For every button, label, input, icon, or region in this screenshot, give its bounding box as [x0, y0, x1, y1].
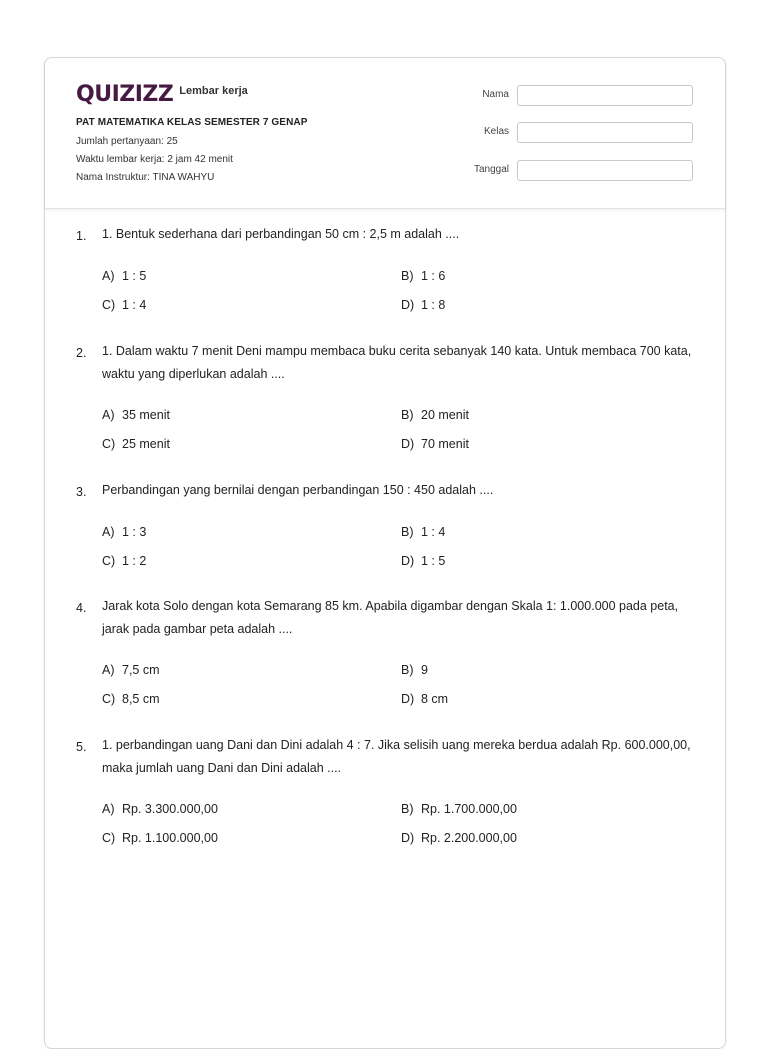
- question-text: 1. Bentuk sederhana dari perbandingan 50 cm : 2,5 m adalah ....: [102, 227, 460, 241]
- option-text: 1 : 4: [421, 525, 446, 539]
- worksheet-page: [44, 57, 726, 1049]
- option-text: 35 menit: [122, 408, 170, 422]
- option-c[interactable]: [102, 554, 146, 568]
- option-text: 8,5 cm: [122, 692, 160, 706]
- logo-subtitle: Lembar kerja: [179, 85, 248, 97]
- option-d[interactable]: [401, 831, 517, 845]
- option-letter: A): [102, 269, 115, 283]
- option-text: 9: [421, 663, 428, 677]
- option-letter: C): [102, 437, 116, 451]
- option-letter: C): [102, 692, 116, 706]
- option-letter: B): [401, 269, 414, 283]
- question-count: Jumlah pertanyaan: 25: [76, 136, 178, 147]
- question-number: 5.: [76, 740, 87, 754]
- option-d[interactable]: [401, 298, 445, 312]
- option-letter: C): [102, 298, 116, 312]
- option-text: Rp. 1.100.000,00: [122, 831, 218, 845]
- option-b[interactable]: [401, 663, 428, 677]
- option-text: 1 : 3: [122, 525, 147, 539]
- option-text: 1 : 4: [122, 298, 147, 312]
- option-b[interactable]: [401, 525, 445, 539]
- option-text: Rp. 3.300.000,00: [122, 802, 218, 816]
- name-label: Nama: [482, 89, 509, 100]
- option-c[interactable]: [102, 298, 146, 312]
- option-text: 1 : 5: [421, 554, 446, 568]
- option-letter: B): [401, 663, 414, 677]
- date-field[interactable]: [517, 160, 693, 181]
- option-b[interactable]: [401, 802, 517, 816]
- option-letter: D): [401, 437, 415, 451]
- option-a[interactable]: [102, 802, 218, 816]
- option-text: 8 cm: [421, 692, 449, 706]
- option-d[interactable]: [401, 554, 445, 568]
- question-number: 2.: [76, 346, 87, 360]
- question-text: 1. perbandingan uang Dani dan Dini adalah 4 : 7. Jika selisih uang mereka berdua adalah Rp. 600.000,00, maka jumlah uang Dani dan Dini adalah ....: [102, 738, 691, 775]
- option-c[interactable]: [102, 831, 218, 845]
- question-number: 4.: [76, 601, 87, 615]
- question-text: Perbandingan yang bernilai dengan perbandingan 150 : 450 adalah ....: [102, 483, 494, 497]
- option-text: 1 : 5: [122, 269, 147, 283]
- option-letter: B): [401, 525, 414, 539]
- option-text: 1 : 8: [421, 298, 446, 312]
- option-text: 20 menit: [421, 408, 469, 422]
- option-text: 1 : 6: [421, 269, 446, 283]
- option-a[interactable]: [102, 269, 146, 283]
- question-number: 1.: [76, 229, 87, 243]
- option-letter: A): [102, 525, 115, 539]
- option-letter: A): [102, 802, 115, 816]
- option-c[interactable]: [102, 437, 170, 451]
- option-letter: C): [102, 831, 116, 845]
- option-letter: A): [102, 408, 115, 422]
- class-label: Kelas: [483, 126, 509, 137]
- question-text: 1. Dalam waktu 7 menit Deni mampu membaca buku cerita sebanyak 140 kata. Untuk membaca 700 kata, waktu yang diperlukan adalah ....: [102, 344, 692, 381]
- option-letter: D): [401, 831, 415, 845]
- option-letter: A): [102, 663, 115, 677]
- option-letter: B): [401, 408, 414, 422]
- option-text: 70 menit: [421, 437, 469, 451]
- option-d[interactable]: [401, 692, 448, 706]
- option-text: Rp. 2.200.000,00: [421, 831, 517, 845]
- worksheet-duration: Waktu lembar kerja: 2 jam 42 menit: [76, 154, 233, 165]
- option-text: 7,5 cm: [122, 663, 160, 677]
- name-field[interactable]: [517, 85, 693, 106]
- option-letter: D): [401, 554, 415, 568]
- question-text: Jarak kota Solo dengan kota Semarang 85 km. Apabila digambar dengan Skala 1: 1.000.000 pada peta, jarak pada gambar peta adalah ....: [102, 599, 679, 636]
- option-letter: C): [102, 554, 116, 568]
- question-number: 3.: [76, 485, 87, 499]
- brand: [76, 81, 248, 107]
- option-d[interactable]: [401, 437, 469, 451]
- class-field[interactable]: [517, 122, 693, 143]
- option-a[interactable]: [102, 408, 170, 422]
- option-text: Rp. 1.700.000,00: [421, 802, 517, 816]
- option-letter: D): [401, 298, 415, 312]
- option-letter: D): [401, 692, 415, 706]
- option-c[interactable]: [102, 692, 160, 706]
- option-b[interactable]: [401, 269, 445, 283]
- option-letter: B): [401, 802, 414, 816]
- worksheet-header: [45, 58, 725, 209]
- quizizz-logo: QUIZIZZ: [76, 81, 174, 107]
- option-a[interactable]: [102, 663, 160, 677]
- option-text: 1 : 2: [122, 554, 147, 568]
- worksheet-title: PAT MATEMATIKA KELAS SEMESTER 7 GENAP: [76, 117, 308, 128]
- option-a[interactable]: [102, 525, 146, 539]
- option-text: 25 menit: [122, 437, 170, 451]
- instructor-name: Nama Instruktur: TINA WAHYU: [76, 172, 215, 183]
- option-b[interactable]: [401, 408, 469, 422]
- date-label: Tanggal: [473, 164, 509, 175]
